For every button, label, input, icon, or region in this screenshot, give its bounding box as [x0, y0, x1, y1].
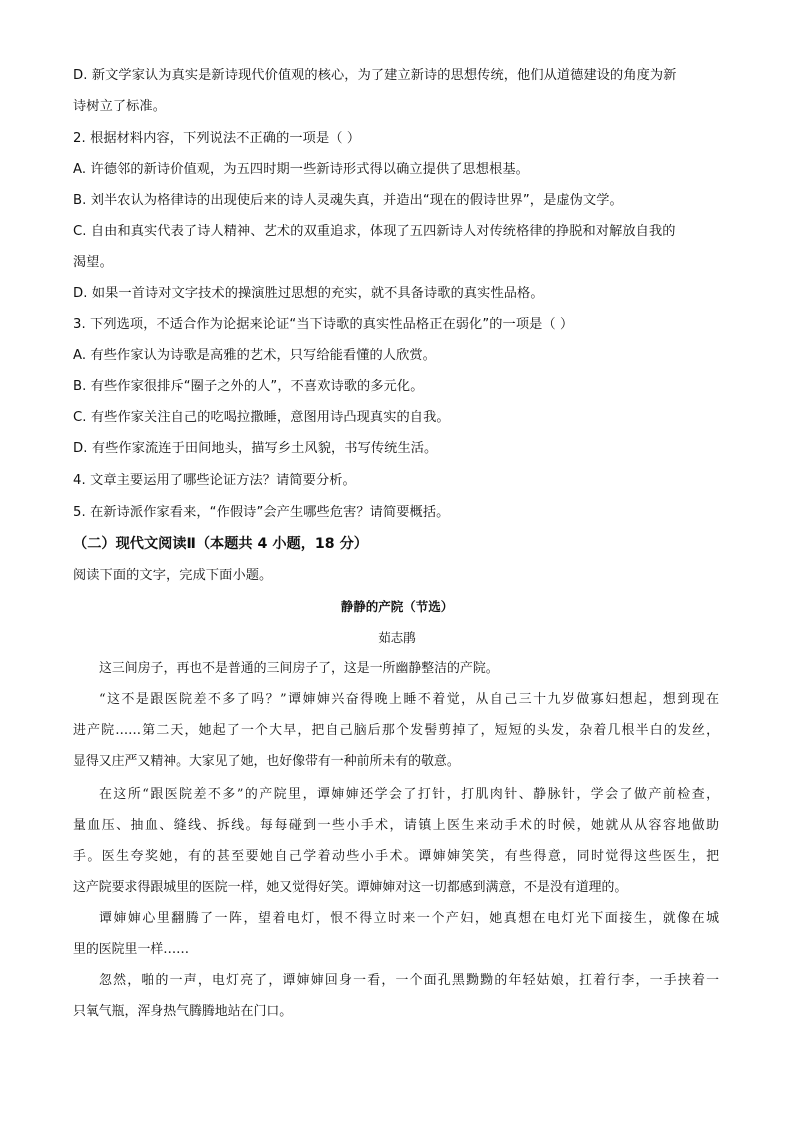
q2-option-a: A. 许德邻的新诗价值观，为五四时期一些新诗形式得以确立提供了思想根基。: [73, 162, 529, 177]
passage-line: 忽然，啪的一声，电灯亮了，谭婶婶回身一看，一个面孔黑黝黝的年轻姑娘，扛着行李，一手挟着一: [99, 973, 719, 988]
passage-line: 显得又庄严又精神。大家见了她，也好像带有一种前所未有的敬意。: [73, 754, 460, 769]
q3-option-b: B. 有些作家很排斥“圈子之外的人”，不喜欢诗歌的多元化。: [73, 379, 424, 394]
q2-option-c-line2: 渴望。: [73, 255, 113, 270]
passage-line: 在这所“跟医院差不多”的产院里，谭婶婶还学会了打针，打肌肉针、静脉针，学会了做产前检查，: [99, 787, 719, 802]
q2-stem: 2. 根据材料内容，下列说法不正确的一项是（ ）: [73, 131, 361, 146]
passage-line: 这三间房子，再也不是普通的三间房子了，这是一所幽静整洁的产院。: [99, 661, 499, 676]
passage-title: 静静的产院（节选）: [340, 599, 454, 614]
passage-line: 手。医生夸奖她，有的甚至要她自己学着动些小手术。谭婶婶笑笑，有些得意，同时觉得这些医生，把: [73, 849, 719, 864]
q2-option-c-line1: C. 自由和真实代表了诗人精神、艺术的双重追求，体现了五四新诗人对传统格律的挣脱和对解放自我的: [73, 224, 676, 239]
passage-line: 谭婶婶心里翻腾了一阵，望着电灯，恨不得立时来一个产妇，她真想在电灯光下面接生，就像在城: [99, 911, 719, 926]
passage-line: 只氧气瓶，浑身热气腾腾地站在门口。: [73, 1004, 293, 1019]
passage-line: 量血压、抽血、缝线、拆线。每每碰到一些小手术，请镇上医生来动手术的时候，她就从从容容地做助: [73, 818, 719, 833]
passage-line: “这不是跟医院差不多了吗？”谭婶婶兴奋得晚上睡不着觉，从自己三十九岁做寡妇想起，想到现在: [99, 692, 719, 707]
section2-heading: （二）现代文阅读Ⅱ（本题共 4 小题，18 分）: [73, 536, 368, 552]
q4-question: 4. 文章主要运用了哪些论证方法？请简要分析。: [73, 473, 356, 488]
q3-option-d: D. 有些作家流连于田间地头，描写乡土风貌，书写传统生活。: [73, 441, 438, 456]
section2-instruction: 阅读下面的文字，完成下面小题。: [73, 568, 273, 583]
passage-author: 茹志鹃: [378, 630, 416, 645]
q3-option-a: A. 有些作家认为诗歌是高雅的艺术，只写给能看懂的人欣赏。: [73, 348, 436, 363]
q1-option-d-line1: D. 新文学家认为真实是新诗现代价值观的核心，为了建立新诗的思想传统，他们从道德建设的角度为新: [73, 68, 677, 83]
passage-line: 里的医院里一样……: [73, 942, 190, 957]
passage-line: 这产院要求得跟城里的医院一样，她又觉得好笑。谭婶婶对这一切都感到满意，不是没有道理的。: [73, 880, 628, 895]
q1-option-d-line2: 诗树立了标准。: [73, 99, 167, 114]
q2-option-b: B. 刘半农认为格律诗的出现使后来的诗人灵魂失真，并造出“现在的假诗世界”，是虚伪文学。: [73, 193, 623, 208]
q5-question: 5. 在新诗派作家看来，“作假诗”会产生哪些危害？请简要概括。: [73, 505, 450, 520]
q3-stem: 3. 下列选项，不适合作为论据来论证“当下诗歌的真实性品格正在弱化”的一项是（ ）: [73, 317, 574, 332]
q3-option-c: C. 有些作家关注自己的吃喝拉撒睡，意图用诗凸现真实的自我。: [73, 410, 450, 425]
passage-line: 进产院……第二天，她起了一个大早，把自己脑后那个发髻剪掉了，短短的头发，杂着几根半白的发丝，: [73, 723, 719, 738]
q2-option-d: D. 如果一首诗对文字技术的操演胜过思想的充实，就不具备诗歌的真实性品格。: [73, 286, 544, 301]
